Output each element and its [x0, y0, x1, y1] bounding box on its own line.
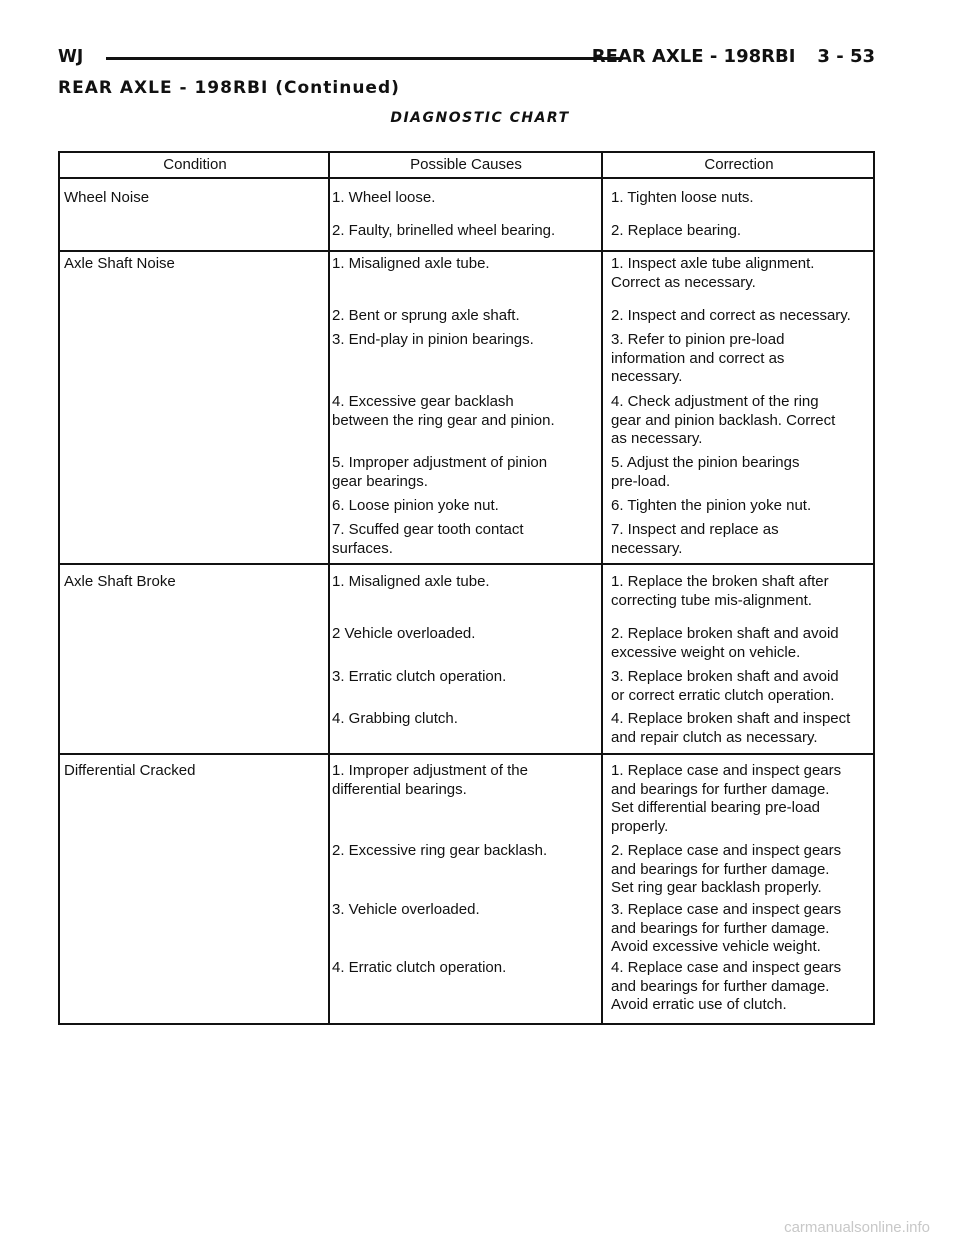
page-number: 3 - 53	[817, 46, 875, 67]
cause-cell: 1. Misaligned axle tube.	[332, 573, 490, 590]
correction-cell: 1. Replace case and inspect gears and bearings for further damage. Set differential bearing pre-load properly.	[611, 762, 842, 835]
header-right	[592, 46, 875, 67]
cause-cell: 5. Improper adjustment of pinion gear bearings.	[332, 454, 548, 490]
cause-cell: 4. Excessive gear backlash between the ring gear and pinion.	[332, 393, 555, 429]
page-header	[58, 46, 875, 74]
column-header-correction: Correction	[704, 156, 774, 173]
cause-cell: 2. Bent or sprung axle shaft.	[332, 307, 520, 324]
condition-cell: Axle Shaft Broke	[64, 573, 176, 590]
group-divider	[60, 250, 873, 252]
condition-cell: Axle Shaft Noise	[64, 255, 175, 272]
cause-cell: 3. Vehicle overloaded.	[332, 901, 480, 918]
correction-cell: 3. Replace case and inspect gears and bearings for further damage. Avoid excessive vehicle weight.	[611, 901, 842, 955]
cause-cell: 1. Misaligned axle tube.	[332, 255, 490, 272]
column-header-causes: Possible Causes	[410, 156, 522, 173]
correction-cell: 2. Replace broken shaft and avoid excessive weight on vehicle.	[611, 625, 839, 661]
header-model: WJ	[58, 46, 84, 67]
correction-cell: 2. Inspect and correct as necessary.	[611, 307, 851, 324]
correction-cell: 2. Replace case and inspect gears and bearings for further damage. Set ring gear backlash properly.	[611, 842, 842, 896]
correction-cell: 2. Replace bearing.	[611, 222, 742, 239]
column-header-condition: Condition	[163, 156, 227, 173]
group-divider	[60, 753, 873, 755]
correction-cell: 1. Tighten loose nuts.	[611, 189, 754, 206]
correction-cell: 1. Replace the broken shaft after correcting tube mis-alignment.	[611, 573, 829, 609]
correction-cell: 3. Replace broken shaft and avoid or correct erratic clutch operation.	[611, 668, 839, 704]
section-title: REAR AXLE - 198RBI (Continued)	[58, 78, 400, 98]
header-section: REAR AXLE - 198RBI	[591, 46, 796, 67]
header-divider	[60, 177, 873, 179]
chart-title: DIAGNOSTIC CHART	[390, 110, 570, 126]
correction-cell: 4. Check adjustment of the ring gear and pinion backlash. Correct as necessary.	[611, 393, 836, 447]
column-divider	[328, 153, 330, 1023]
diagnostic-table	[58, 151, 875, 1025]
correction-cell: 7. Inspect and replace as necessary.	[611, 521, 779, 557]
correction-cell: 1. Inspect axle tube alignment. Correct as necessary.	[611, 255, 815, 291]
correction-cell: 6. Tighten the pinion yoke nut.	[611, 497, 812, 514]
watermark-text: carmanualsonline.info	[784, 1219, 930, 1236]
cause-cell: 4. Erratic clutch operation.	[332, 959, 507, 976]
cause-cell: 3. Erratic clutch operation.	[332, 668, 507, 685]
condition-cell: Wheel Noise	[64, 189, 150, 206]
group-divider	[60, 563, 873, 565]
correction-cell: 5. Adjust the pinion bearings pre-load.	[611, 454, 800, 490]
cause-cell: 1. Improper adjustment of the differential bearings.	[332, 762, 528, 798]
cause-cell: 6. Loose pinion yoke nut.	[332, 497, 499, 514]
correction-cell: 4. Replace broken shaft and inspect and repair clutch as necessary.	[611, 710, 851, 746]
correction-cell: 4. Replace case and inspect gears and bearings for further damage. Avoid erratic use of clutch.	[611, 959, 842, 1013]
cause-cell: 2. Faulty, brinelled wheel bearing.	[332, 222, 556, 239]
cause-cell: 3. End-play in pinion bearings.	[332, 331, 534, 348]
cause-cell: 4. Grabbing clutch.	[332, 710, 458, 727]
correction-cell: 3. Refer to pinion pre-load information and correct as necessary.	[611, 331, 785, 385]
header-rule	[106, 57, 623, 60]
cause-cell: 2 Vehicle overloaded.	[332, 625, 476, 642]
cause-cell: 2. Excessive ring gear backlash.	[332, 842, 548, 859]
cause-cell: 1. Wheel loose.	[332, 189, 436, 206]
condition-cell: Differential Cracked	[64, 762, 196, 779]
cause-cell: 7. Scuffed gear tooth contact surfaces.	[332, 521, 524, 557]
